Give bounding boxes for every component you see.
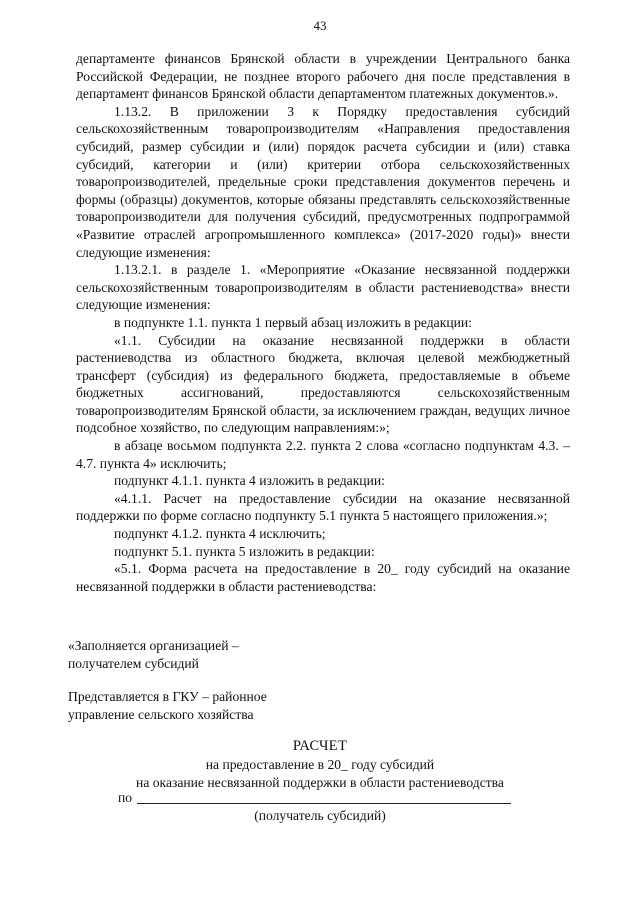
filled-by-line1: «Заполняется организацией –	[68, 638, 239, 653]
form-subtitle-1: на предоставление в 20_ году субсидий	[205, 757, 435, 772]
paragraph-1-13-2: 1.13.2. В приложении 3 к Порядку предоставления субсидий сельскохозяйственным товаропроизводителям «Направления предоставления субсидий, размер субсидии и (или) порядок расчета субсидии и (или) ставка субсидий, категории и (или) критерии отбора сельскохозяйственных товаропроизводителей, предельные сроки представления документов перечень и формы (образцы) документов, которые обязаны представлять сельскохозяйственные товаропроизводители для получения субсидий, предусмотренных подпрограммой «Развитие отраслей агропромышленного комплекса» (2017-2020 годы)» внести следующие изменения:	[76, 103, 570, 260]
submitted-to-note	[68, 688, 267, 723]
paragraph-1-13-2-1: 1.13.2.1. в разделе 1. «Мероприятие «Оказание несвязанной поддержки сельскохозяйственным товаропроизводителям в области растениеводства» внести следующие изменения:	[76, 262, 570, 313]
po-label: по	[118, 790, 133, 805]
submitted-line1: Представляется в ГКУ – районное	[68, 689, 267, 704]
paragraph-quote-5-1: «5.1. Форма расчета на предоставление в 20_ году субсидий на оказание несвязанной поддержки в области растениеводства:	[76, 561, 570, 594]
paragraph-quote-1-1: «1.1. Субсидии на оказание несвязанной поддержки в области растениеводства из областного бюджета, включая целевой межбюджетный трансферт (субсидия) из федерального бюджета, предоставляемые в объеме бюджетных ассигнований, предоставляются сельскохозяйственным товаропроизводителям Брянской области, за исключением граждан, ведущих личное подсобное хозяйство, по следующим направлениям:»;	[76, 332, 570, 436]
paragraph-subpoint-4-1-2: подпункт 4.1.2. пункта 4 исключить;	[114, 526, 326, 542]
recipient-caption: (получатель субсидий)	[254, 808, 386, 823]
paragraph-subpoint-4-1-1: подпункт 4.1.1. пункта 4 изложить в редакции:	[114, 473, 385, 489]
paragraph-subpoint-2-2: в абзаце восьмом подпункта 2.2. пункта 2 слова «согласно подпунктам 4.3. – 4.7. пункта 4» исключить;	[76, 438, 570, 471]
paragraph-subpoint-1-1: в подпункте 1.1. пункта 1 первый абзац изложить в редакции:	[114, 314, 472, 330]
paragraph-subpoint-5-1: подпункт 5.1. пункта 5 изложить в редакции:	[114, 543, 375, 559]
filled-by-note	[68, 637, 239, 672]
recipient-underline	[137, 803, 511, 804]
page-number: 43	[313, 18, 327, 33]
paragraph-quote-4-1-1: «4.1.1. Расчет на предоставление субсидии на оказание несвязанной поддержки по форме согласно подпункту 5.1 пункта 5 настоящего приложения.»;	[76, 490, 570, 524]
form-title: РАСЧЕТ	[292, 738, 348, 754]
filled-by-line2: получателем субсидий	[68, 655, 199, 671]
paragraph-continuation: департаменте финансов Брянской области в учреждении Центрального банка Российской Федерации, не позднее второго рабочего дня после представления в департамент финансов Брянской области департаментом платежных документов.».	[76, 51, 570, 102]
form-subtitle-2: на оказание несвязанной поддержки в области растениеводства	[136, 775, 504, 790]
submitted-line2: управление сельского хозяйства	[68, 706, 254, 722]
document-body	[76, 50, 570, 595]
